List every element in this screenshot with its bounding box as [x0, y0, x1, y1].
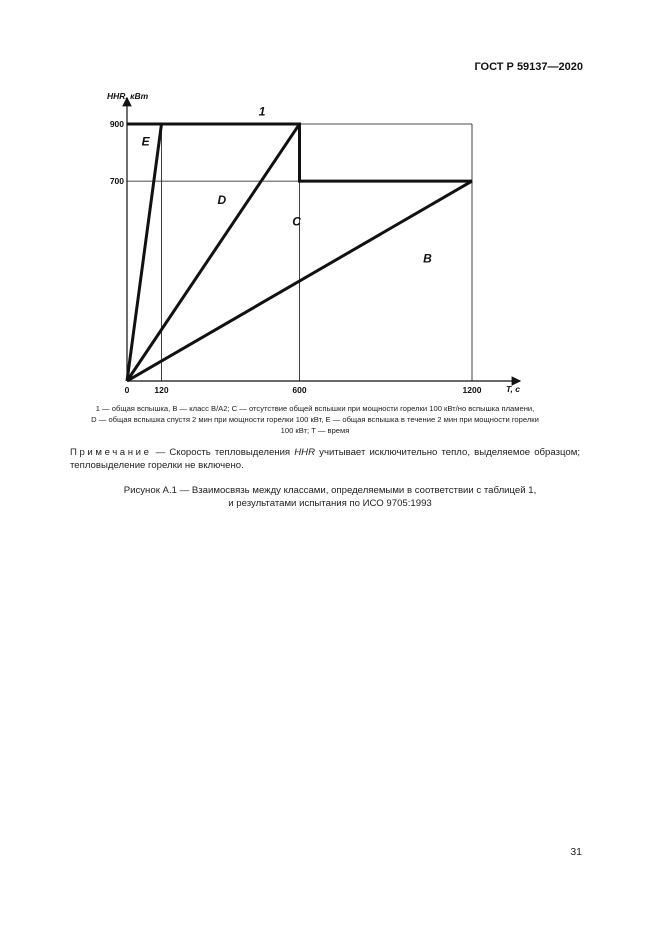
series-line-E	[127, 124, 162, 381]
note-term: HHR	[294, 447, 316, 458]
x-tick-label-1200: 1200	[462, 385, 482, 395]
region-label-D: D	[217, 192, 227, 207]
hrr-classification-chart	[0, 0, 661, 400]
page-number: 31	[570, 846, 582, 858]
series-line-C	[127, 124, 300, 381]
series-line-1	[127, 124, 472, 181]
caption-line-2: и результатами испытания по ИСО 9705:1993	[228, 497, 432, 509]
y-tick-label-900: 900	[109, 119, 124, 129]
legend-line-1: 1 — общая вспышка, B — класс В/А2; C — отсутствие общей вспышки при мощности горелки 100 кВт/но вспышка пламени,	[95, 404, 535, 413]
x-tick-label-600: 600	[292, 385, 307, 395]
region-label-E: E	[141, 134, 150, 149]
note-label: Примечание	[70, 447, 152, 458]
y-tick-label-700: 700	[109, 176, 124, 187]
legend-line-2: D — общая вспышка спустя 2 мин при мощности горелки 100 кВт, E — общая вспышка в течение 2 мин при мощности горелки	[91, 415, 539, 424]
x-tick-label-120: 120	[154, 385, 169, 395]
x-tick-label-0: 0	[124, 385, 130, 395]
legend-line-3: 100 кВт; T — время	[280, 426, 350, 435]
note-paragraph	[70, 447, 580, 472]
axes-layer	[107, 91, 520, 395]
x-axis-label: T, с	[506, 384, 521, 394]
region-label-1: 1	[258, 104, 266, 119]
label-layer	[142, 104, 432, 265]
figure-caption	[70, 485, 590, 510]
region-label-C: C	[292, 214, 301, 229]
figure-legend	[50, 403, 580, 436]
document-code: ГОСТ Р 59137—2020	[474, 61, 583, 73]
caption-line-1: Рисунок А.1 — Взаимосвязь между классами, определяемыми в соответствии с таблицей 1,	[123, 485, 537, 496]
region-label-B: B	[423, 251, 432, 266]
y-axis-label: HHR, кВт	[107, 91, 149, 101]
note-text-after: учитывает исключительно тепло, выделяемое образцом; тепловыделение горелки не включено.	[70, 447, 581, 471]
note-text-before: — Скорость тепловыделения	[151, 447, 295, 458]
